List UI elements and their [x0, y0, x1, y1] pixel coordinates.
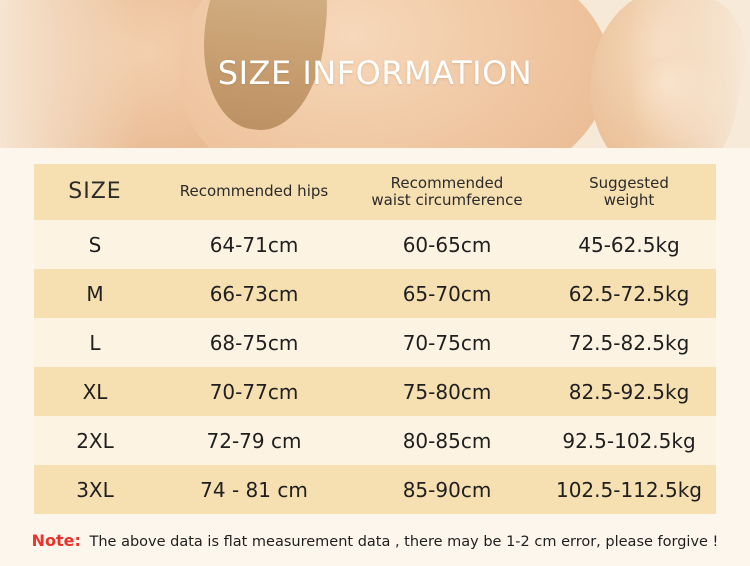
size-table: [34, 164, 716, 514]
note-row: [0, 531, 750, 550]
cell-waist: 60-65cm: [352, 220, 542, 269]
cell-weight: 62.5-72.5kg: [542, 269, 716, 318]
table-row: [34, 220, 716, 269]
cell-weight: 72.5-82.5kg: [542, 318, 716, 367]
cell-hips: 68-75cm: [156, 318, 352, 367]
header-size: SIZE: [34, 164, 156, 220]
header-waist: [352, 164, 542, 220]
cell-size: XL: [34, 367, 156, 416]
table-row: [34, 318, 716, 367]
cell-waist: 65-70cm: [352, 269, 542, 318]
table-row: [34, 367, 716, 416]
size-table-wrap: [0, 148, 750, 514]
cell-size: 2XL: [34, 416, 156, 465]
header-waist-line2: waist circumference: [371, 191, 523, 209]
cell-waist: 70-75cm: [352, 318, 542, 367]
cell-size: M: [34, 269, 156, 318]
cell-weight: 92.5-102.5kg: [542, 416, 716, 465]
header-weight-line2: weight: [603, 191, 655, 209]
hero-title: SIZE INFORMATION: [217, 54, 533, 92]
header-weight: [542, 164, 716, 220]
cell-hips: 72-79 cm: [156, 416, 352, 465]
cell-size: L: [34, 318, 156, 367]
header-waist-line1: Recommended: [390, 173, 504, 192]
cell-hips: 70-77cm: [156, 367, 352, 416]
table-row: [34, 416, 716, 465]
table-row: [34, 465, 716, 514]
header-weight-line1: Suggested: [589, 173, 669, 192]
cell-hips: 74 - 81 cm: [156, 465, 352, 514]
cell-hips: 66-73cm: [156, 269, 352, 318]
cell-size: 3XL: [34, 465, 156, 514]
cell-waist: 80-85cm: [352, 416, 542, 465]
hero-banner: [0, 0, 750, 148]
cell-waist: 75-80cm: [352, 367, 542, 416]
cell-waist: 85-90cm: [352, 465, 542, 514]
header-hips: Recommended hips: [156, 164, 352, 220]
table-row: [34, 269, 716, 318]
table-header-row: [34, 164, 716, 220]
note-label: Note:: [31, 531, 81, 550]
cell-weight: 45-62.5kg: [542, 220, 716, 269]
cell-hips: 64-71cm: [156, 220, 352, 269]
note-text: The above data is flat measurement data , there may be 1-2 cm error, please forgive !: [89, 534, 719, 550]
cell-weight: 82.5-92.5kg: [542, 367, 716, 416]
cell-weight: 102.5-112.5kg: [542, 465, 716, 514]
cell-size: S: [34, 220, 156, 269]
